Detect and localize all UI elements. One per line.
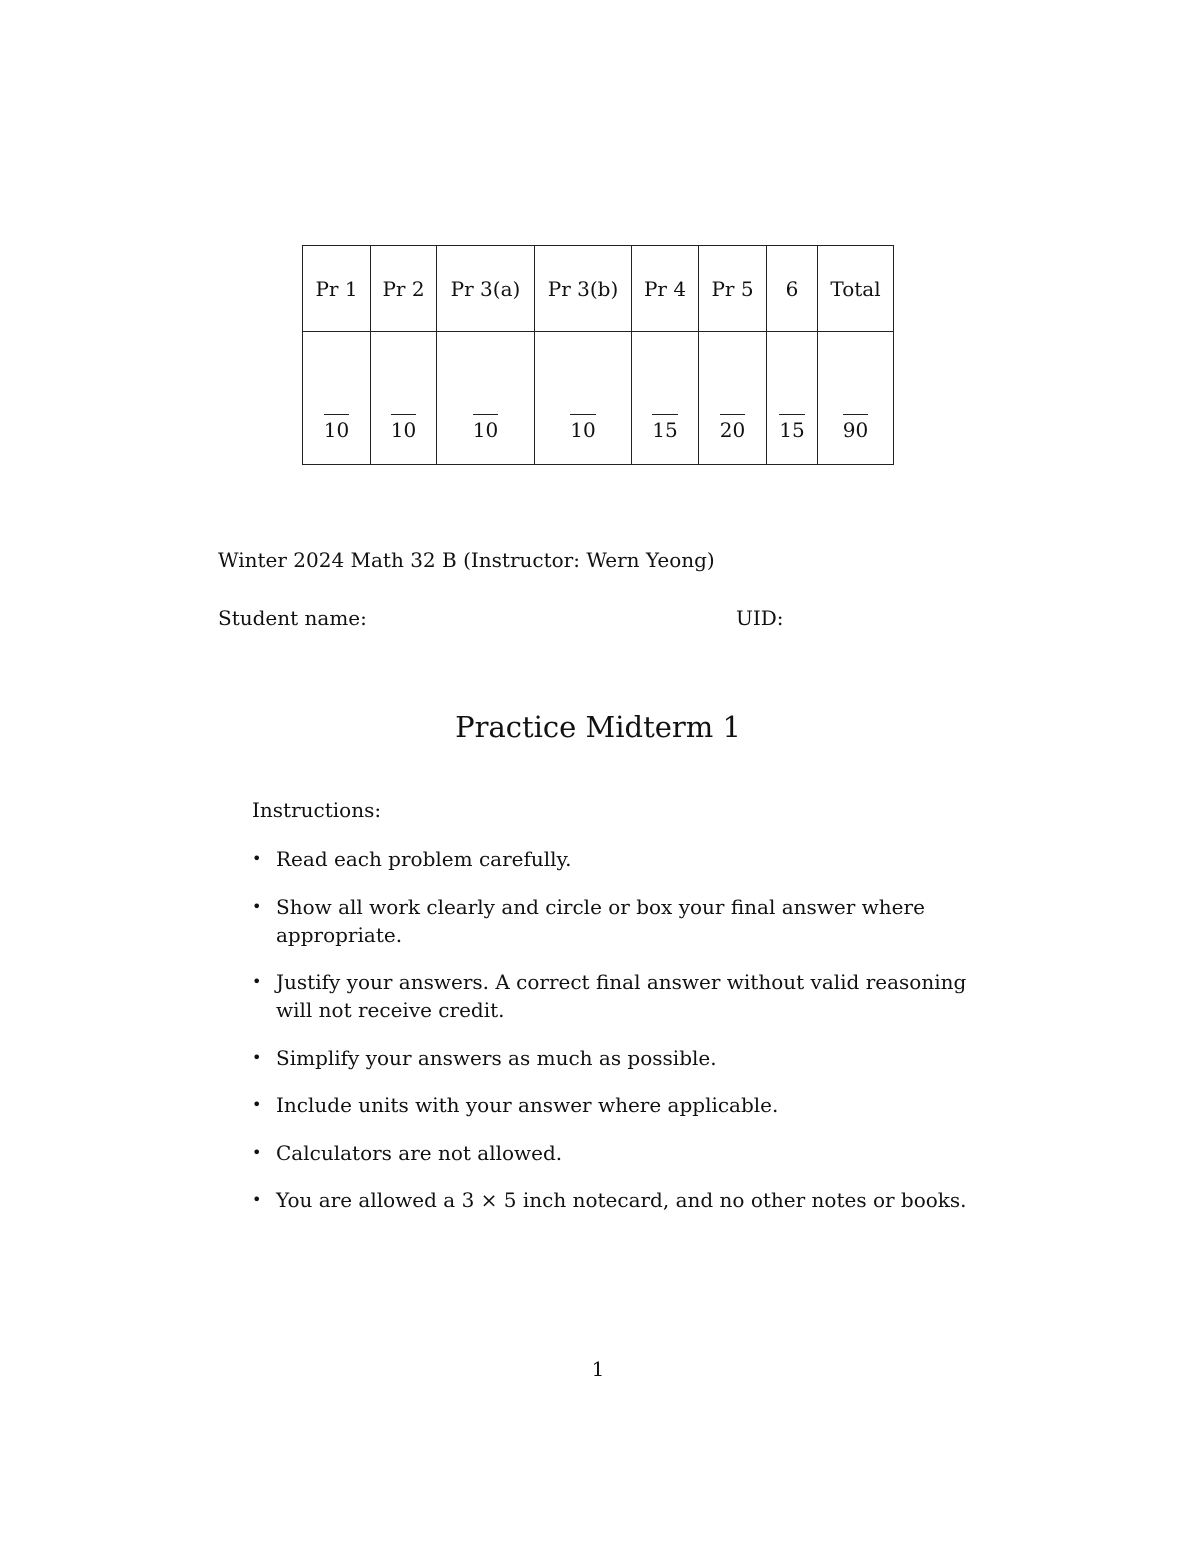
page-title: Practice Midterm 1 [455,710,741,744]
points-pr3a: 10 [473,414,498,440]
instruction-text: You are allowed a 3 × 5 inch notecard, and no other notes or books. [276,1188,967,1212]
score-header-6: 6 [767,246,818,332]
instruction-text: Include units with your answer where applicable. [276,1093,779,1117]
bullet-icon: • [252,1047,262,1067]
points-total: 90 [843,414,868,440]
score-cell-pr5 [699,332,767,465]
instructions-heading: Instructions: [252,798,382,822]
instruction-item [252,1091,980,1119]
instruction-item [252,968,980,1024]
instruction-item [252,1139,980,1167]
points-pr5: 20 [720,414,745,440]
uid-label: UID: [736,606,784,630]
score-table [302,245,894,465]
score-header-pr1: Pr 1 [303,246,371,332]
instruction-item [252,1186,980,1214]
bullet-icon: • [252,1190,262,1209]
score-header-pr3b: Pr 3(b) [535,246,632,332]
bullet-icon: • [252,896,262,916]
score-cell-pr4 [632,332,699,465]
points-pr2: 10 [391,414,416,440]
points-pr1: 10 [324,414,349,440]
instruction-text: Simplify your answers as much as possible. [276,1045,717,1070]
points-6: 15 [779,414,804,440]
points-pr3b: 10 [570,414,595,440]
score-cell-pr1 [303,332,371,465]
instruction-list [252,845,980,1234]
instruction-item [252,845,980,873]
instruction-text: Justify your answers. A correct final answer without valid reasoning will not receive credit. [276,970,967,1022]
bullet-icon: • [252,972,262,991]
score-cell-total [818,332,894,465]
course-line: Winter 2024 Math 32 B (Instructor: Wern Yeong) [218,548,715,572]
bullet-icon: • [252,849,262,868]
score-table-points-row [303,332,894,465]
score-header-pr3a: Pr 3(a) [437,246,535,332]
score-header-total: Total [818,246,894,332]
instruction-text: Read each problem carefully. [276,847,572,871]
score-header-pr4: Pr 4 [632,246,699,332]
points-pr4: 15 [652,414,677,440]
bullet-icon: • [252,1095,262,1114]
score-header-pr5: Pr 5 [699,246,767,332]
score-cell-6 [767,332,818,465]
instruction-item [252,893,980,949]
instruction-item [252,1044,980,1072]
score-cell-pr3b [535,332,632,465]
instruction-text: Show all work clearly and circle or box your final answer where appropriate. [276,894,925,947]
score-cell-pr2 [371,332,437,465]
score-cell-pr3a [437,332,535,465]
student-name-label: Student name: [218,606,367,630]
page-number: 1 [591,1357,605,1381]
bullet-icon: • [252,1142,262,1162]
score-header-pr2: Pr 2 [371,246,437,332]
score-table-header-row [303,246,894,332]
instruction-text: Calculators are not allowed. [276,1140,563,1165]
